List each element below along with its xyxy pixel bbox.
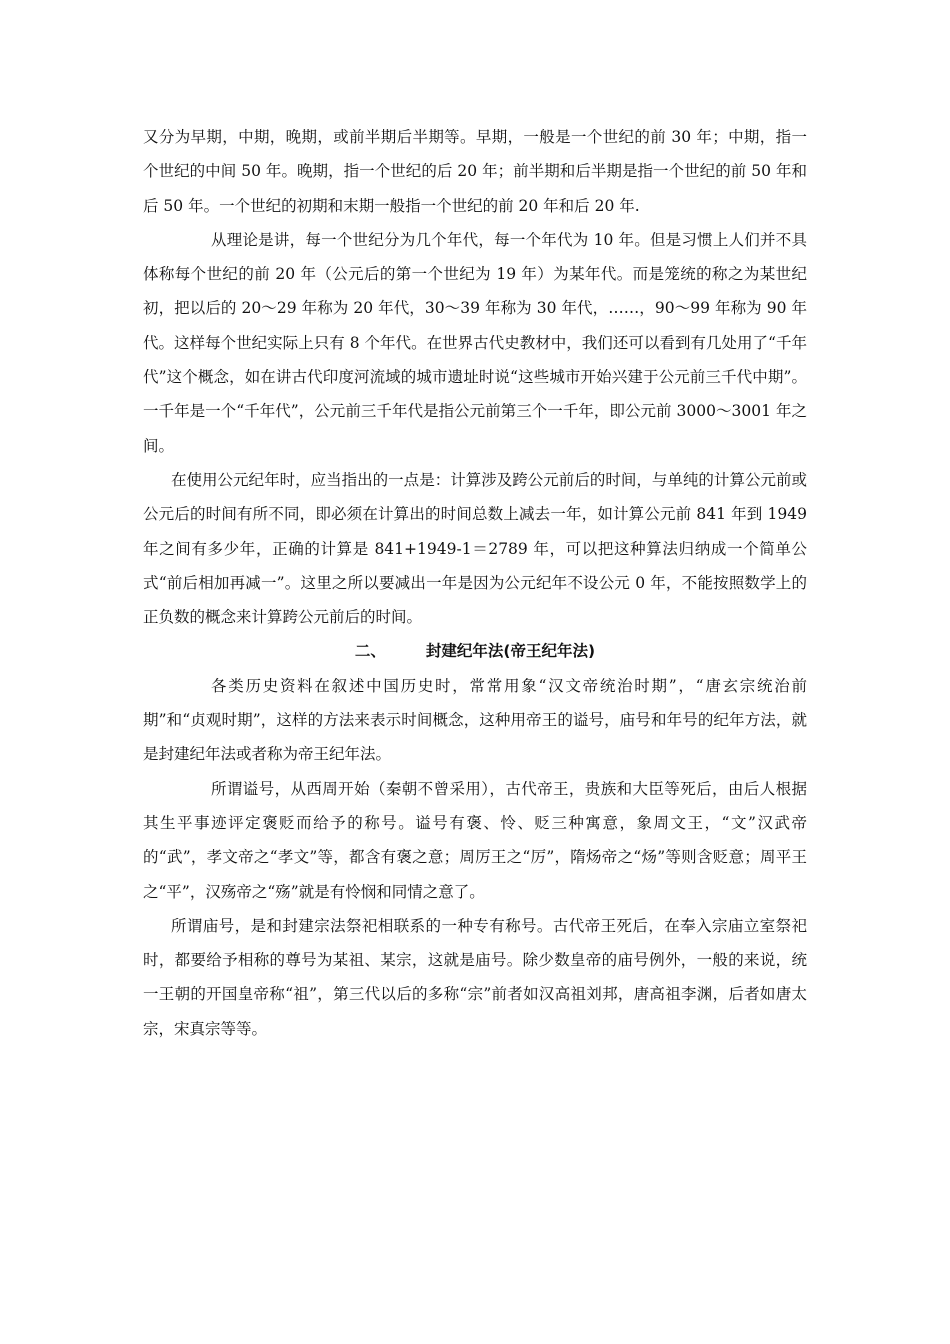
paragraph-decades: 从理论是讲，每一个世纪分为几个年代，每一个年代为 10 年。但是习惯上人们并不具体称每个世纪的前 20 年（公元后的第一个世纪为 19 年）为某年代。而是笼统的称之为某世纪初，把以后的 20～29 年称为 20 年代，30～39 年称为 30 年代，……，90～99 年称为 90 年代。这样每个世纪实际上只有 8 个年代。在世界古代史教材中，我们还可以看到有几处用了“千年代”这个概念，如在讲古代印度河流域的城市遗址时说“这些城市开始兴建于公元前三千代中期”。一千年是一个“千年代”，公元前三千年代是指公元前第三个一千年，即公元前 3000～3001 年之间。 — [143, 230, 807, 455]
section-heading — [143, 634, 807, 668]
document-body — [143, 120, 807, 1046]
paragraph-temple-names: 所谓庙号，是和封建宗法祭祀相联系的一种专有称号。古代帝王死后，在奉入宗庙立室祭祀时，都要给予相称的尊号为某祖、某宗，这就是庙号。除少数皇帝的庙号例外，一般的来说，统一王朝的开国皇帝称“祖”，第三代以后的多称“宗”前者如汉高祖刘邦，唐高祖李渊，后者如唐太宗，宋真宗等等。 — [143, 916, 807, 1038]
paragraph-bce-ce-calculation: 在使用公元纪年时，应当指出的一点是：计算涉及跨公元前后的时间，与单纯的计算公元前或公元后的时间有所不同，即必须在计算出的时间总数上减去一年，如计算公元前 841 年到 1949 年之间有多少年，正确的计算是 841+1949-1＝2789 年，可以把这种算法归纳成一个简单公式“前后相加再减一”。这里之所以要减出一年是因为公元纪年不设公元 0 年，不能按照数学上的正负数的概念来计算跨公元前后的时间。 — [143, 470, 807, 627]
section-heading-number: 二、 — [354, 642, 386, 661]
section-heading-title: 封建纪年法(帝王纪年法) — [425, 642, 596, 661]
paragraph-century-periods: 又分为早期，中期，晚期，或前半期后半期等。早期，一般是一个世纪的前 30 年；中期，指一个世纪的中间 50 年。晚期，指一个世纪的后 20 年；前半期和后半期是指一个世纪的前 50 年和后 50 年。一个世纪的初期和末期一般指一个世纪的前 20 年和后 20 年. — [143, 128, 807, 215]
paragraph-posthumous-names: 所谓谥号，从西周开始（秦朝不曾采用），古代帝王，贵族和大臣等死后，由后人根据其生平事迹评定褒贬而给予的称号。谥号有褒、怜、贬三种寓意，象周文王，“文”汉武帝的“武”，孝文帝之“孝文”等，都含有褒之意；周厉王之“厉”，隋炀帝之“炀”等则含贬意；周平王之“平”，汉殇帝之“殇”就是有怜悯和同情之意了。 — [143, 779, 807, 901]
paragraph-feudal-dating: 各类历史资料在叙述中国历史时，常常用象“汉文帝统治时期”，“唐玄宗统治前期”和“贞观时期”，这样的方法来表示时间概念，这种用帝王的谥号，庙号和年号的纪年方法，就是封建纪年法或者称为帝王纪年法。 — [143, 676, 807, 764]
